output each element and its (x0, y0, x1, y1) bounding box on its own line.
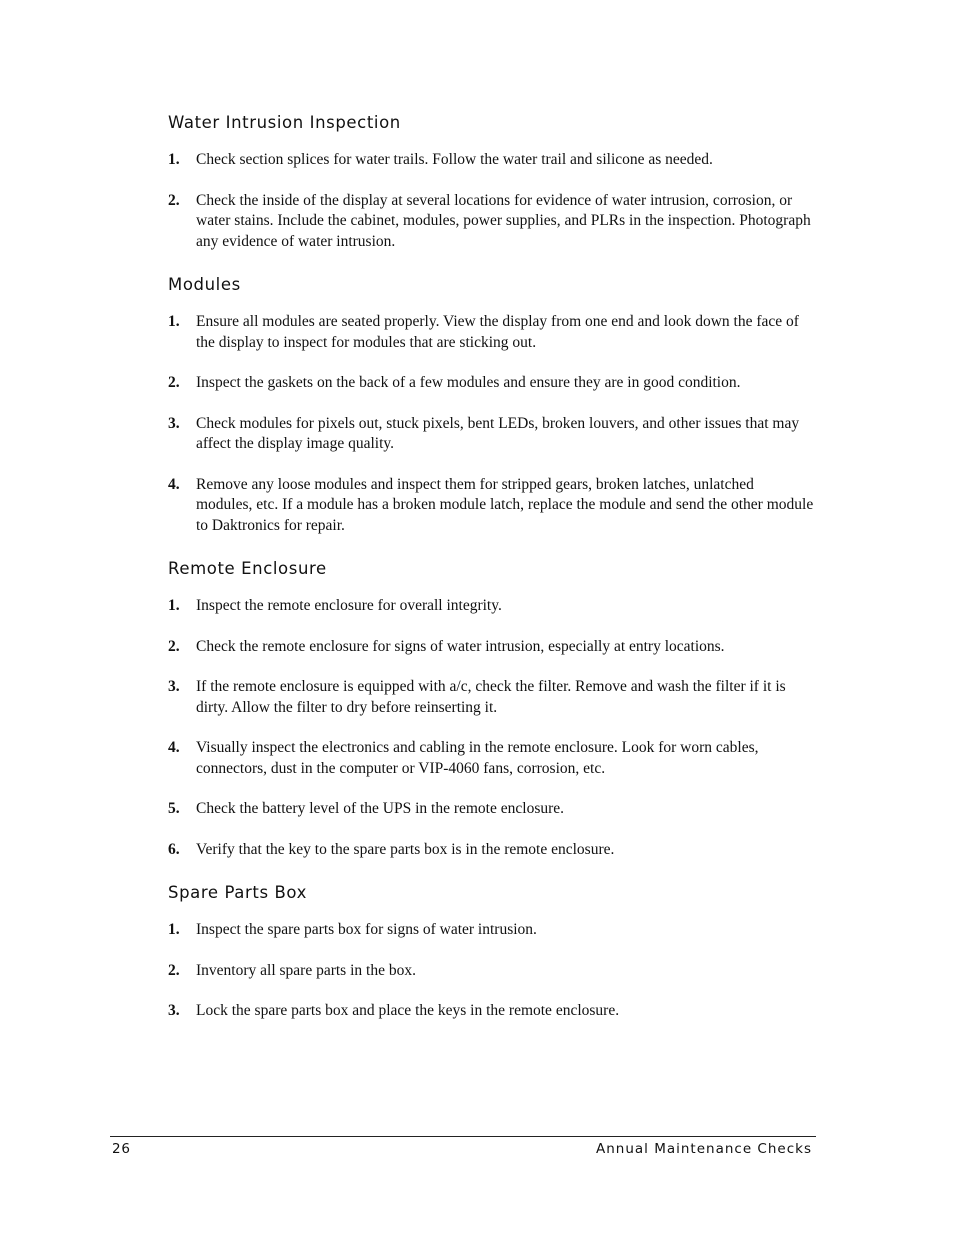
step-text: Visually inspect the electronics and cabling in the remote enclosure. Look for worn cables, connectors, dust in the computer or VIP-4060 fans, corrosion, etc. (196, 739, 759, 777)
step-number: 1. (168, 313, 180, 330)
step-list (168, 150, 814, 252)
step-item (168, 312, 814, 353)
step-item (168, 150, 814, 171)
step-item (168, 596, 814, 617)
step-item (168, 414, 814, 455)
step-number: 6. (168, 840, 180, 858)
section-title: Remote Enclosure (168, 559, 327, 578)
step-number: 1. (168, 151, 180, 168)
step-text: Verify that the key to the spare parts box is in the remote enclosure. (196, 840, 615, 858)
step-number: 2. (168, 961, 180, 979)
step-item (168, 840, 814, 861)
footer-divider (110, 1136, 816, 1137)
step-item (168, 637, 814, 658)
step-text: Lock the spare parts box and place the keys in the remote enclosure. (196, 1002, 620, 1019)
step-text: Check the remote enclosure for signs of water intrusion, especially at entry locations. (196, 637, 725, 655)
step-item (168, 961, 814, 982)
step-text: Remove any loose modules and inspect them for stripped gears, broken latches, unlatched modules, etc. If a module has a broken module latch, replace the module and send the other module to Daktronics for repair. (196, 475, 814, 534)
step-list (168, 596, 814, 860)
step-number: 3. (168, 1002, 180, 1019)
step-number: 2. (168, 191, 180, 209)
step-number: 2. (168, 637, 180, 655)
step-text: Ensure all modules are seated properly. View the display from one end and look down the face of the display to inspect for modules that are sticking out. (196, 313, 799, 351)
page-content (168, 110, 814, 1042)
section-water-intrusion (168, 110, 814, 252)
step-item (168, 191, 814, 253)
step-item (168, 799, 814, 820)
step-number: 4. (168, 475, 180, 493)
step-list (168, 312, 814, 536)
step-number: 3. (168, 414, 180, 432)
step-text: Inspect the spare parts box for signs of water intrusion. (196, 921, 537, 938)
section-title: Modules (168, 275, 241, 294)
step-number: 1. (168, 597, 180, 614)
step-item (168, 920, 814, 941)
step-item (168, 738, 814, 779)
step-number: 1. (168, 921, 180, 938)
step-text: Inspect the remote enclosure for overall integrity. (196, 597, 502, 614)
step-item (168, 1001, 814, 1022)
footer-chapter-title: Annual Maintenance Checks (595, 1141, 812, 1157)
step-text: Check modules for pixels out, stuck pixels, bent LEDs, broken louvers, and other issues that may affect the display image quality. (196, 414, 800, 452)
step-number: 5. (168, 800, 180, 817)
step-number: 2. (168, 374, 180, 391)
section-title: Water Intrusion Inspection (168, 113, 401, 132)
step-list (168, 920, 814, 1022)
section-remote-enclosure (168, 556, 814, 860)
footer-page-number: 26 (112, 1141, 131, 1157)
step-number: 4. (168, 739, 180, 756)
step-item (168, 475, 814, 537)
step-text: Inspect the gaskets on the back of a few modules and ensure they are in good condition. (196, 374, 741, 391)
section-title: Spare Parts Box (168, 883, 307, 902)
section-spare-parts-box (168, 880, 814, 1022)
step-number: 3. (168, 678, 180, 695)
section-modules (168, 272, 814, 536)
step-text: If the remote enclosure is equipped with a/c, check the filter. Remove and wash the filter if it is dirty. Allow the filter to dry before reinserting it. (196, 678, 786, 716)
step-item (168, 373, 814, 394)
step-text: Inventory all spare parts in the box. (196, 961, 416, 979)
step-text: Check section splices for water trails. Follow the water trail and silicone as needed. (196, 151, 713, 168)
step-text: Check the inside of the display at several locations for evidence of water intrusion, corrosion, or water stains. Include the cabinet, modules, power supplies, and PLRs in the inspection. Photograph any evidence of water intrusion. (196, 191, 811, 250)
step-text: Check the battery level of the UPS in the remote enclosure. (196, 800, 565, 817)
step-item (168, 677, 814, 718)
